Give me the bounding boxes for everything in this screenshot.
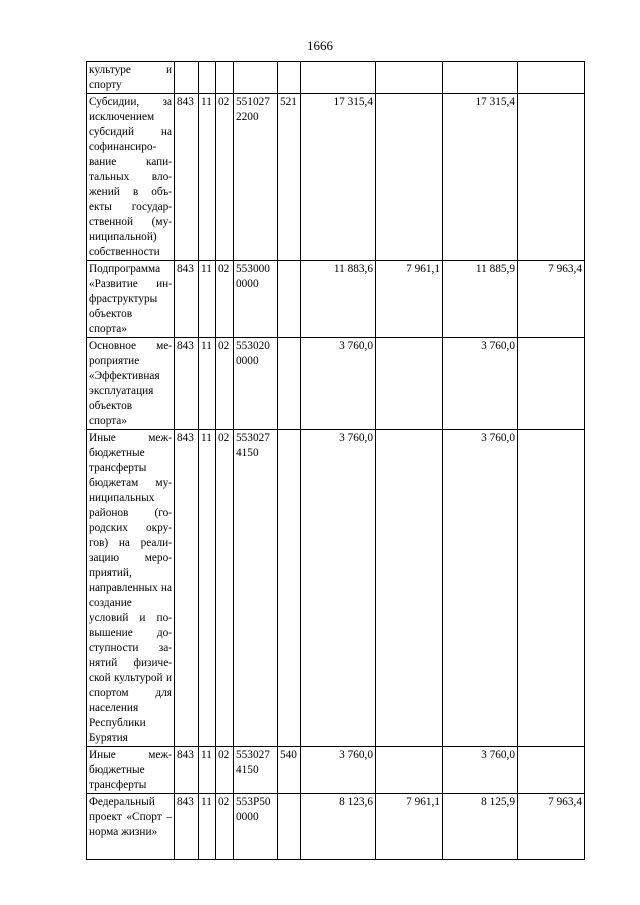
subsection-code: 02 (216, 747, 234, 794)
expense-type-code (278, 261, 301, 338)
amount-col-1: 3 760,0 (301, 430, 376, 747)
amount-col-1: 17 315,4 (301, 94, 376, 261)
expense-type-code: 540 (278, 747, 301, 794)
amount-col-4: 7 963,4 (518, 794, 585, 860)
ministry-code: 843 (175, 338, 199, 430)
amount-col-1: 3 760,0 (301, 747, 376, 794)
section-code (199, 62, 216, 94)
expense-type-code: 521 (278, 94, 301, 261)
table-row (87, 430, 585, 747)
target-article-code: 551027 2200 (234, 94, 278, 261)
amount-col-4 (518, 430, 585, 747)
subsection-code (216, 62, 234, 94)
ministry-code: 843 (175, 747, 199, 794)
table-row (87, 261, 585, 338)
row-name: Субсидии, за исключением субсидий на софинансиро-вание капи-тальных вло-жений в объ-екты государ-ственной (му-ниципальной) собственности (87, 94, 175, 261)
table-row (87, 338, 585, 430)
amount-col-2 (376, 94, 443, 261)
ministry-code (175, 62, 199, 94)
amount-col-3: 3 760,0 (443, 338, 518, 430)
amount-col-3: 3 760,0 (443, 430, 518, 747)
target-article-code: 553020 0000 (234, 338, 278, 430)
amount-col-1: 3 760,0 (301, 338, 376, 430)
table-row (87, 62, 585, 94)
row-name: Основное ме-роприятие «Эффективная эксплуатация объектов спорта» (87, 338, 175, 430)
amount-col-2 (376, 430, 443, 747)
subsection-code: 02 (216, 338, 234, 430)
target-article-code (234, 62, 278, 94)
row-name: Федеральный проект «Спорт – норма жизни» (87, 794, 175, 860)
row-name: Подпрограмма «Развитие ин-фраструктуры объектов спорта» (87, 261, 175, 338)
amount-col-4 (518, 338, 585, 430)
target-article-code: 553027 4150 (234, 430, 278, 747)
ministry-code: 843 (175, 261, 199, 338)
table-row (87, 794, 585, 860)
section-code: 11 (199, 747, 216, 794)
amount-col-2: 7 961,1 (376, 794, 443, 860)
target-article-code: 553027 4150 (234, 747, 278, 794)
subsection-code: 02 (216, 430, 234, 747)
row-name: Иные меж-бюджетные трансферты (87, 747, 175, 794)
amount-col-4 (518, 94, 585, 261)
target-article-code: 553000 0000 (234, 261, 278, 338)
amount-col-2: 7 961,1 (376, 261, 443, 338)
ministry-code: 843 (175, 794, 199, 860)
expense-type-code (278, 430, 301, 747)
section-code: 11 (199, 261, 216, 338)
table-row (87, 94, 585, 261)
section-code: 11 (199, 94, 216, 261)
ministry-code: 843 (175, 94, 199, 261)
amount-col-4 (518, 62, 585, 94)
budget-table (86, 61, 585, 860)
amount-col-3: 17 315,4 (443, 94, 518, 261)
amount-col-1 (301, 62, 376, 94)
amount-col-4 (518, 747, 585, 794)
row-name: культуре и спорту (87, 62, 175, 94)
subsection-code: 02 (216, 94, 234, 261)
amount-col-1: 11 883,6 (301, 261, 376, 338)
amount-col-3 (443, 62, 518, 94)
amount-col-3: 11 885,9 (443, 261, 518, 338)
section-code: 11 (199, 338, 216, 430)
target-article-code: 553P50 0000 (234, 794, 278, 860)
section-code: 11 (199, 430, 216, 747)
subsection-code: 02 (216, 794, 234, 860)
table-row (87, 747, 585, 794)
amount-col-2 (376, 338, 443, 430)
amount-col-3: 8 125,9 (443, 794, 518, 860)
amount-col-1: 8 123,6 (301, 794, 376, 860)
amount-col-2 (376, 62, 443, 94)
expense-type-code (278, 338, 301, 430)
expense-type-code (278, 794, 301, 860)
section-code: 11 (199, 794, 216, 860)
expense-type-code (278, 62, 301, 94)
amount-col-4: 7 963,4 (518, 261, 585, 338)
amount-col-3: 3 760,0 (443, 747, 518, 794)
amount-col-2 (376, 747, 443, 794)
page-number: 1666 (307, 38, 333, 53)
row-name: Иные меж-бюджетные трансферты бюджетам му-ниципальных районов (го-родских окру-гов) на реали-зацию меро-приятий, направленных на создание условий и по-вышение до-ступности за-нятий физиче-ской культурой и спортом для населения Республики Бурятия (87, 430, 175, 747)
ministry-code: 843 (175, 430, 199, 747)
subsection-code: 02 (216, 261, 234, 338)
